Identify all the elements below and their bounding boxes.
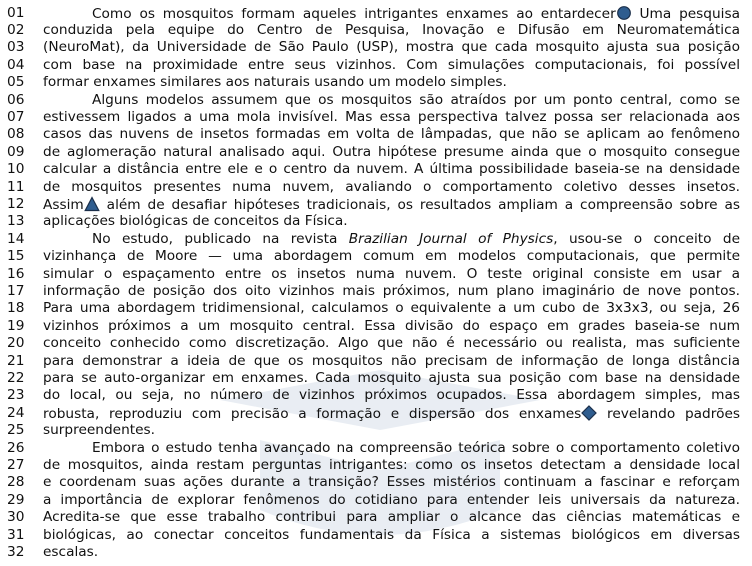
line-text (43, 335, 740, 352)
text-line (0, 457, 752, 474)
line-text (43, 266, 740, 283)
line-text (92, 231, 740, 248)
line-text (43, 492, 740, 509)
text-segment: para se auto-organizar em enxames. Cada mosquito ajusta sua posição com base na densidade (43, 369, 740, 386)
line-number: 08 (7, 126, 25, 143)
text-line (0, 300, 752, 317)
line-text (43, 387, 740, 404)
line-number: 25 (7, 422, 25, 439)
text-segment: de mosquitos presentes numa nuvem, avaliando o comportamento coletivo desses insetos. (43, 178, 740, 195)
text-segment: calcular a distância entre ele e o centro da nuvem. A última possibilidade baseia-se na densidade (43, 161, 740, 178)
text-segment: casos das nuvens de insetos formadas em volta de lâmpadas, que não se aplicam ao fenômeno (43, 126, 740, 143)
text-segment: Uma pesquisa (631, 5, 740, 22)
line-text (43, 527, 740, 544)
text-segment: e coordenam suas ações durante a transição? Esses mistérios continuam a fascinar e reforçam (43, 474, 740, 491)
text-line (0, 405, 752, 422)
text-line (0, 422, 752, 439)
line-text (43, 300, 740, 317)
line-number: 12 (7, 195, 25, 212)
text-segment: No estudo, publicado na revista (92, 230, 349, 247)
text-segment: robusta, reproduziu com precisão a formação e dispersão dos enxames (43, 405, 582, 422)
text-segment: vizinhos próximos a um mosquito central. Essa divisão do espaço em grades baseia-se num (43, 317, 740, 334)
line-number: 07 (7, 108, 25, 125)
line-text (43, 109, 740, 126)
line-text (43, 179, 740, 196)
line-number: 10 (7, 161, 25, 178)
line-number: 09 (7, 143, 25, 160)
text-segment: Alguns modelos assumem que os mosquitos são atraídos por um ponto central, como se (92, 91, 740, 108)
line-text (43, 39, 740, 56)
text-line (0, 318, 752, 335)
text-segment: de aglomeração natural analisado aqui. Outra hipótese presume ainda que o mosquito consegue (43, 143, 740, 160)
text-segment: Embora o estudo tenha avançado na compreensão teórica sobre o comportamento coletivo (92, 439, 740, 456)
text-line (0, 161, 752, 178)
line-number: 01 (7, 4, 25, 21)
text-line (0, 179, 752, 196)
text-segment: conduzida pela equipe do Centro de Pesquisa, Inovação e Difusão em Neuromatemática (43, 21, 740, 38)
text-line (0, 248, 752, 265)
text-segment: Acredita-se que esse trabalho contribui para ampliar o alcance das ciências matemáticas e (43, 509, 740, 526)
line-text (43, 74, 740, 91)
line-number: 31 (7, 526, 25, 543)
text-segment: simular o espaçamento entre os insetos numa nuvem. O teste original consiste em usar a (43, 265, 740, 282)
line-text (43, 457, 740, 474)
line-number: 19 (7, 317, 25, 334)
text-line (0, 74, 752, 91)
line-number: 02 (7, 21, 25, 38)
text-segment: revelando padrões (597, 405, 741, 422)
line-number: 26 (7, 439, 25, 456)
line-number: 05 (7, 74, 25, 91)
text-segment: para demonstrar a ideia de que os mosquitos não precisam de informação de longa distância (43, 352, 740, 369)
line-text (43, 283, 740, 300)
line-text (43, 318, 740, 335)
line-text (43, 509, 740, 526)
text-segment: com base na proximidade entre seus vizinhos. Com simulações computacionais, foi possível (43, 56, 740, 73)
line-number: 17 (7, 282, 25, 299)
text-line (0, 126, 752, 143)
text-line (0, 109, 752, 126)
text-segment: formar enxames similares aos naturais usando um modelo simples. (43, 74, 507, 91)
text-segment: aplicações biológicas de conceitos da Física. (43, 213, 348, 230)
text-line (0, 92, 752, 109)
line-text (43, 422, 740, 439)
line-text (92, 92, 740, 109)
line-number: 14 (7, 230, 25, 247)
text-line (0, 231, 752, 248)
line-number: 13 (7, 213, 25, 230)
text-line (0, 544, 752, 561)
text-segment: Assim (43, 196, 84, 213)
italic-journal-title: Brazilian Journal of Physics (348, 230, 554, 247)
text-segment: biológicas, ao conectar conceitos fundamentais da Física a sistemas biológicos em diversas (43, 526, 740, 543)
line-number: 20 (7, 335, 25, 352)
line-text (43, 22, 740, 39)
line-number: 22 (7, 369, 25, 386)
text-line (0, 283, 752, 300)
line-text (43, 126, 740, 143)
line-text (43, 370, 740, 387)
text-line (0, 370, 752, 387)
line-text (43, 213, 740, 230)
line-text (43, 544, 740, 561)
line-number: 06 (7, 91, 25, 108)
text-line (0, 335, 752, 352)
text-line (0, 213, 752, 230)
text-segment: (NeuroMat), da Universidade de São Paulo (USP), mostra que cada mosquito ajusta sua posição (43, 39, 740, 56)
text-line (0, 22, 752, 39)
line-number: 23 (7, 387, 25, 404)
line-text (92, 5, 740, 23)
text-segment: além de desafiar hipóteses tradicionais, os resultados ampliam a compreensão sobre as (99, 196, 740, 213)
line-text (43, 353, 740, 370)
line-text (92, 440, 740, 457)
text-line (0, 440, 752, 457)
text-segment: Para uma abordagem tridimensional, calculamos o equivalente a um cubo de 3x3x3, ou seja, 26 (43, 300, 740, 317)
text-line (0, 353, 752, 370)
text-line (0, 492, 752, 509)
text-segment: a importância de explorar fenômenos do cotidiano para entender leis universais da natureza. (43, 491, 740, 508)
text-segment: escalas. (43, 543, 99, 560)
text-line (0, 57, 752, 74)
text-line (0, 474, 752, 491)
text-line (0, 387, 752, 404)
triangle-marker-icon (84, 196, 100, 212)
line-number: 32 (7, 543, 25, 560)
text-line (0, 266, 752, 283)
line-number: 29 (7, 491, 25, 508)
text-segment: Como os mosquitos formam aqueles intrigantes enxames ao entardecer (92, 5, 616, 22)
line-number: 21 (7, 352, 25, 369)
text-segment: conceito conhecido como discretização. Algo que não é necessário ou realista, mas suficiente (43, 335, 740, 352)
line-number: 24 (7, 404, 25, 421)
circle-marker-icon (616, 5, 632, 21)
diamond-marker-icon (581, 405, 597, 421)
text-line (0, 39, 752, 56)
line-text (43, 57, 740, 74)
line-text (43, 248, 740, 265)
text-segment: surpreendentes. (43, 422, 156, 439)
text-line (0, 5, 752, 22)
line-text (43, 474, 740, 491)
line-text (43, 196, 740, 214)
line-number: 16 (7, 265, 25, 282)
line-text (43, 405, 740, 423)
line-number: 11 (7, 178, 25, 195)
line-number: 28 (7, 474, 25, 491)
line-text (43, 161, 740, 178)
line-number: 30 (7, 509, 25, 526)
text-segment: vizinhança de Moore — uma abordagem comum em modelos computacionais, que permite (43, 248, 740, 265)
line-number: 18 (7, 300, 25, 317)
line-number: 03 (7, 39, 25, 56)
text-segment: de mosquitos, ainda restam perguntas intrigantes: como os insetos detectam a densidade local (43, 456, 740, 473)
text-segment: informação de posição dos oito vizinhos mais próximos, num plano imaginário de nove pontos. (43, 282, 740, 299)
line-text (43, 144, 740, 161)
text-segment: do local, ou seja, no número de vizinhos próximos ocupados. Essa abordagem simples, mas (43, 387, 740, 404)
text-line (0, 527, 752, 544)
text-segment: estivessem ligados a uma mola invisível. Mas essa perspectiva talvez possa ser relacionada aos (43, 108, 740, 125)
text-line (0, 509, 752, 526)
text-line (0, 144, 752, 161)
text-segment: , usou-se o conceito de (553, 230, 740, 247)
line-number: 15 (7, 248, 25, 265)
line-number: 04 (7, 56, 25, 73)
line-number: 27 (7, 456, 25, 473)
text-line (0, 196, 752, 213)
